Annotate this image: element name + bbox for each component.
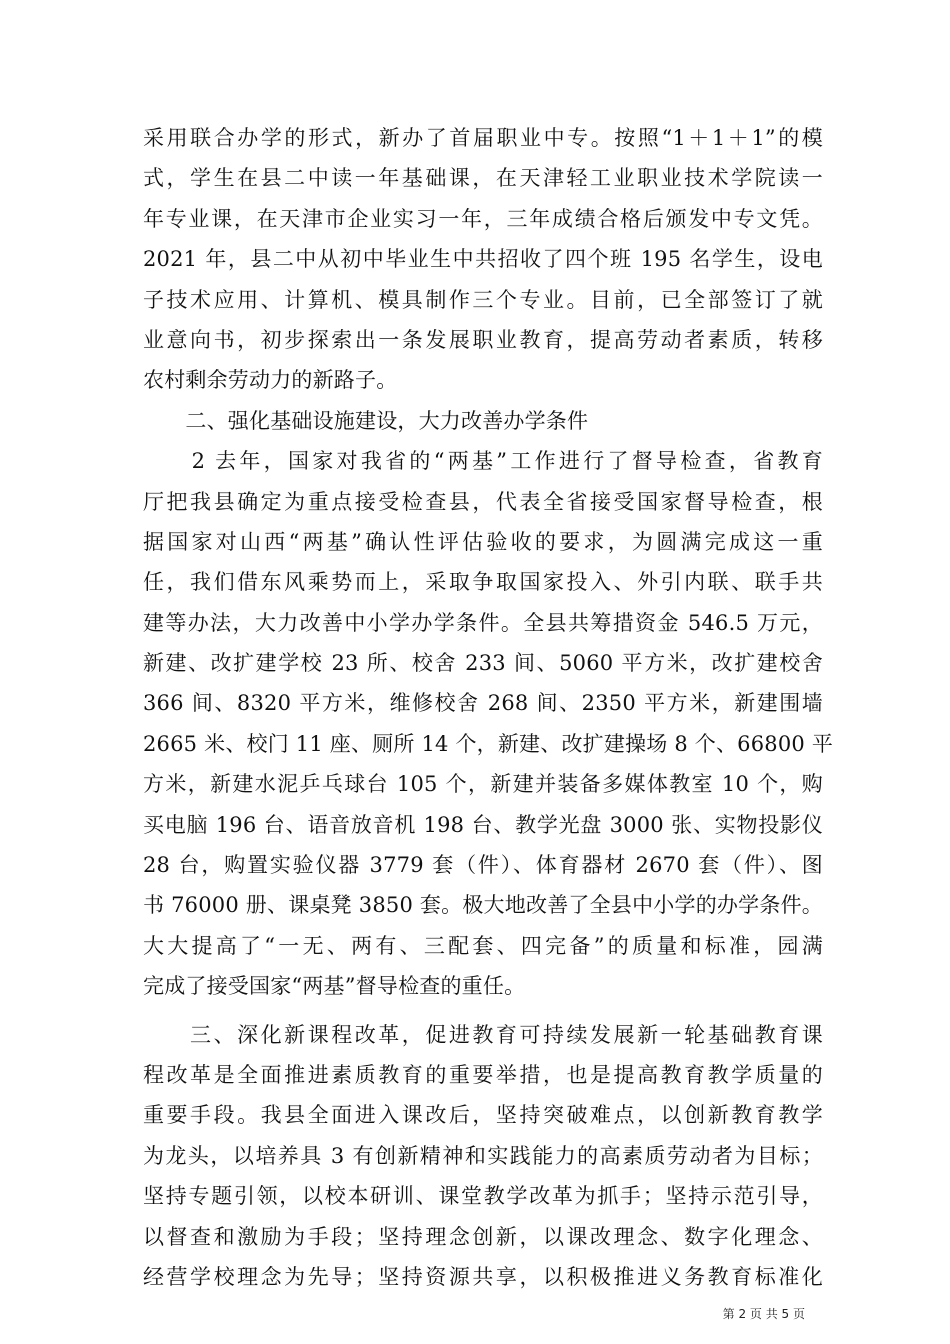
text-line: 完成了接受国家“两基”督导检查的重任。: [143, 974, 526, 999]
paragraph-vocational-school: [143, 118, 823, 401]
text-line: 366 间、8320 平方米，维修校舍 268 间、2350 平方米，新建围墙: [143, 691, 823, 716]
text-line: 2 去年，国家对我省的“两基”工作进行了督导检查，省教育: [143, 449, 823, 474]
paragraph-curriculum-reform: [143, 1015, 823, 1298]
text-line: 子技术应用、计算机、模具制作三个专业。目前，已全部签订了就: [143, 287, 823, 312]
text-line: 建等办法，大力改善中小学办学条件。全县共筹措资金 546.5 万元，: [143, 610, 823, 635]
text-line: 新建、改扩建学校 23 所、校舍 233 间、5060 平方米，改扩建校舍: [143, 651, 823, 676]
text-line: 重要手段。我县全面进入课改后，坚持突破难点，以创新教育教学: [143, 1103, 823, 1128]
text-line: 业意向书，初步探索出一条发展职业教育，提高劳动者素质，转移: [143, 327, 823, 352]
text-line: 大大提高了“一无、两有、三配套、四完备”的质量和标准，园满: [143, 933, 823, 958]
text-line: 年专业课，在天津市企业实习一年，三年成绩合格后颁发中专文凭。: [143, 206, 823, 231]
text-line: 以督查和激励为手段；坚持理念创新，以课改理念、数字化理念、: [143, 1224, 823, 1249]
text-line: 方米，新建水泥乒乓球台 105 个，新建并装备多媒体教室 10 个，购: [143, 772, 823, 797]
text-line: 买电脑 196 台、语音放音机 198 台、教学光盘 3000 张、实物投影仪: [143, 812, 823, 837]
text-line: 式，学生在县二中读一年基础课，在天津轻工业职业技术学院读一: [143, 166, 823, 191]
text-line: 厅把我县确定为重点接受检查县，代表全省接受国家督导检查，根: [143, 489, 823, 514]
document-body: [143, 118, 834, 1297]
text-line: 采用联合办学的形式，新办了首届职业中专。按照“1＋1＋1”的模: [143, 126, 823, 150]
page-number-footer: 第 2 页 共 5 页: [722, 1307, 805, 1321]
text-line: 程改革是全面推进素质教育的重要举措，也是提高教育教学质量的: [143, 1062, 823, 1087]
text-line: 为龙头，以培养具 3 有创新精神和实践能力的高素质劳动者为目标；: [143, 1143, 823, 1168]
paragraph-infrastructure: [143, 441, 834, 1006]
section-heading: 二、强化基础设施建设，大力改善办学条件: [143, 408, 589, 433]
text-line: 28 台，购置实验仪器 3779 套（件）、体育器材 2670 套（件）、图: [143, 853, 823, 878]
text-line: 据国家对山西“两基”确认性评估验收的要求，为圆满完成这一重: [143, 529, 823, 554]
text-line: 三、深化新课程改革，促进教育可持续发展新一轮基础教育课: [143, 1022, 823, 1047]
text-line: 经营学校理念为先导；坚持资源共享，以积极推进义务教育标准化: [143, 1264, 823, 1289]
section-heading-infrastructure: [143, 401, 823, 441]
text-line: 2665 米、校门 11 座、厕所 14 个，新建、改扩建操场 8 个、66800 平: [143, 731, 834, 756]
paragraph-spacer: [143, 1007, 823, 1015]
text-line: 坚持专题引领，以校本研训、课堂教学改革为抓手；坚持示范引导，: [143, 1184, 823, 1209]
text-line: 书 76000 册、课桌凳 3850 套。极大地改善了全县中小学的办学条件。: [143, 893, 823, 918]
text-line: 2021 年，县二中从初中毕业生中共招收了四个班 195 名学生，设电: [143, 247, 823, 272]
text-line: 农村剩余劳动力的新路子。: [143, 368, 398, 393]
text-line: 任，我们借东风乘势而上，采取争取国家投入、外引内联、联手共: [143, 570, 823, 595]
